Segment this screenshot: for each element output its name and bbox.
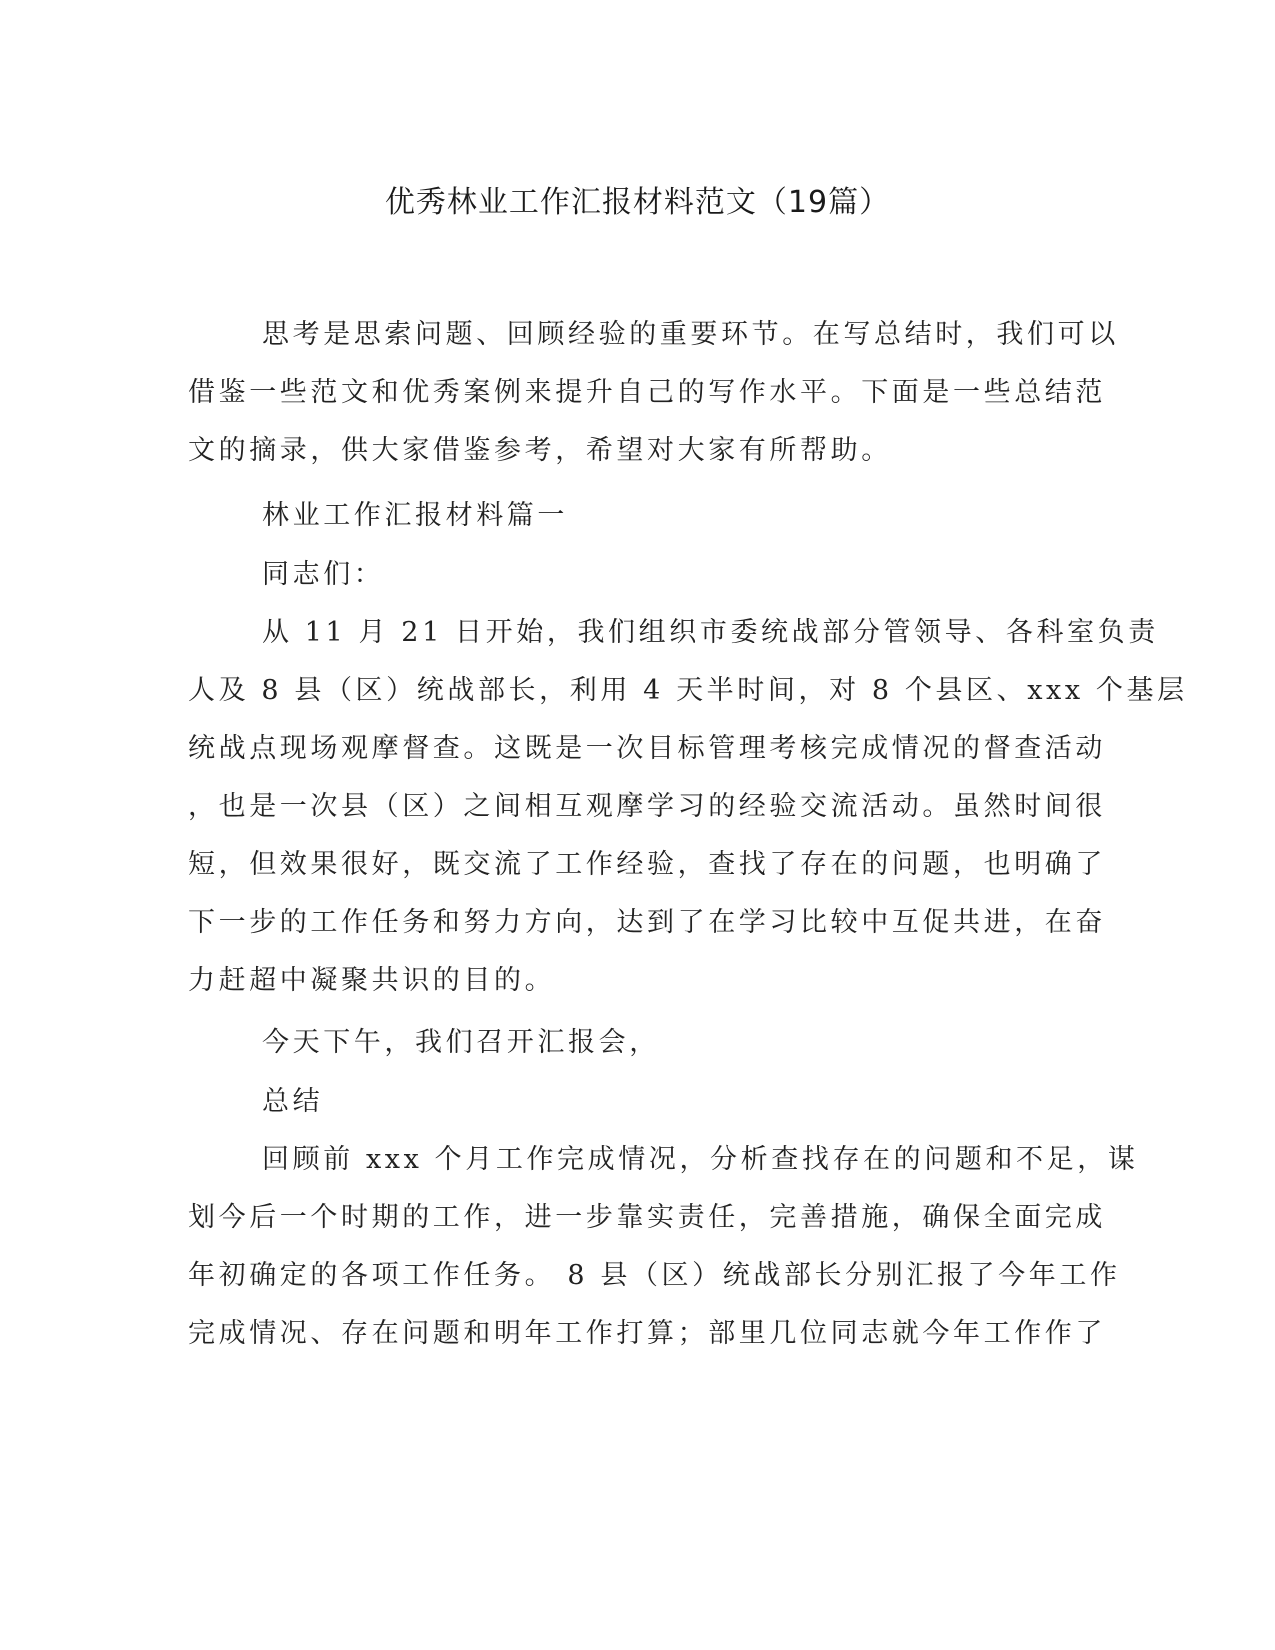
- section-heading-text: 林业工作汇报材料篇一: [262, 500, 568, 531]
- intro-paragraph: [188, 306, 1119, 480]
- salutation: [188, 546, 1078, 604]
- paragraph-line: 今天下午，我们召开汇报会，: [262, 1027, 660, 1058]
- paragraph-line: 完成情况、存在问题和明年工作打算；部里几位同志就今年工作作了: [188, 1318, 1106, 1349]
- body-paragraph-4: [188, 1131, 1139, 1363]
- paragraph-line: 统战点现场观摩督查。这既是一次目标管理考核完成情况的督查活动: [188, 733, 1106, 764]
- intro-line: 借鉴一些范文和优秀案例来提升自己的写作水平。下面是一些总结范: [188, 377, 1106, 408]
- salutation-text: 同志们：: [262, 559, 385, 590]
- paragraph-line: 划今后一个时期的工作，进一步靠实责任，完善措施，确保全面完成: [188, 1202, 1106, 1233]
- paragraph-line: 人及 8 县（区）统战部长，利用 4 天半时间，对 8 个县区、xxx 个基层: [188, 675, 1188, 706]
- paragraph-line: 从 11 月 21 日开始，我们组织市委统战部分管领导、各科室负责: [262, 617, 1159, 648]
- paragraph-line: 总结: [262, 1086, 324, 1117]
- body-paragraph-3: [188, 1073, 1078, 1131]
- paragraph-line: 回顾前 xxx 个月工作完成情况，分析查找存在的问题和不足，谋: [262, 1144, 1139, 1175]
- paragraph-line: ，也是一次县（区）之间相互观摩学习的经验交流活动。虽然时间很: [188, 791, 1106, 822]
- document-title: 优秀林业工作汇报材料范文（19篇）: [384, 185, 891, 220]
- intro-line: 文的摘录，供大家借鉴参考，希望对大家有所帮助。: [188, 435, 892, 466]
- body-paragraph-1: [188, 604, 1188, 1010]
- paragraph-line: 短，但效果很好，既交流了工作经验，查找了存在的问题，也明确了: [188, 849, 1106, 880]
- body-paragraph-2: [188, 1014, 1078, 1072]
- paragraph-line: 下一步的工作任务和努力方向，达到了在学习比较中互促共进，在奋: [188, 907, 1106, 938]
- paragraph-line: 力赶超中凝聚共识的目的。: [188, 965, 556, 996]
- paragraph-line: 年初确定的各项工作任务。 8 县（区）统战部长分别汇报了今年工作: [188, 1260, 1121, 1291]
- intro-line: 思考是思索问题、回顾经验的重要环节。在写总结时，我们可以: [262, 319, 1119, 350]
- section-heading: [188, 487, 1078, 545]
